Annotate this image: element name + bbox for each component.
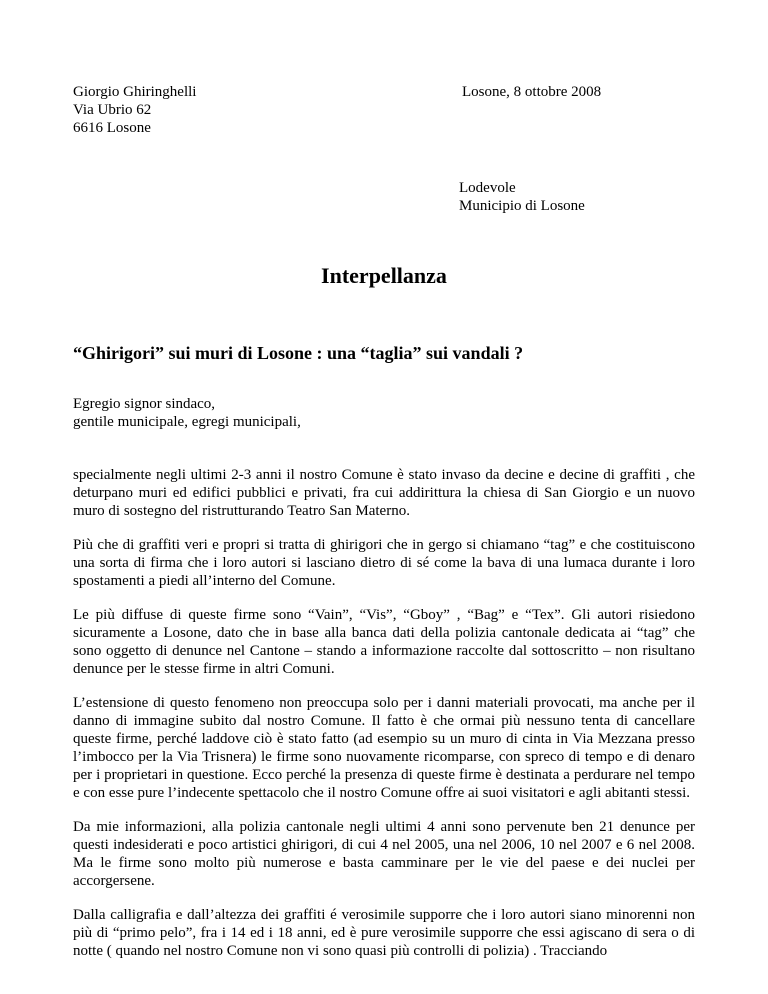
- body-paragraph: Le più diffuse di queste firme sono “Vain”, “Vis”, “Gboy” , “Bag” e “Tex”. Gli autori risiedono sicuramente a Losone, dato che in base alla banca dati della polizia cantonale dedicata ai “tag” che sono oggetto di denunce nel Cantone – stando a informazione raccolte dal sottoscritto – non risultano denunce per le stesse firme in altri Comuni.: [73, 607, 695, 677]
- recipient-line-2: Municipio di Losone: [459, 198, 585, 214]
- body-paragraph: L’estensione di questo fenomeno non preoccupa solo per i danni materiali provocati, ma anche per il danno di immagine subito dal nostro Comune. Il fatto è che ormai più nessuno tenta di cancellare queste firme, perché laddove ciò è stato fatto (ad esempio su un muro di cinta in Via Mezzana presso l’imbocco per la Via Trisnera) le firme sono nuovamente ricomparse, con spreco di tempo e di denaro per i proprietari in questione. Ecco perché la presenza di queste firme è destinata a perdurare nel tempo e con esse pure l’indecente spettacolo che il nostro Comune offre ai suoi visitatori e agli abitanti stessi.: [73, 695, 695, 801]
- salutation-line-1: Egregio signor sindaco,: [73, 396, 216, 412]
- salutation: [73, 395, 301, 431]
- body-paragraph: specialmente negli ultimi 2-3 anni il nostro Comune è stato invaso da decine e decine di graffiti , che deturpano muri ed edifici pubblici e privati, fra cui addirittura la chiesa di San Giorgio e un nuovo muro di sostegno del ristrutturando Teatro San Materno.: [73, 467, 695, 519]
- body-paragraph: Da mie informazioni, alla polizia cantonale negli ultimi 4 anni sono pervenute ben 21 denunce per questi indesiderati e poco artistici ghirigori, di cui 4 nel 2005, una nel 2006, 10 nel 2007 e 6 nel 2008. Ma le firme sono molto più numerose e basta camminare per le vie del paese e dei nuclei per accorgersene.: [73, 819, 695, 889]
- sender-city: 6616 Losone: [73, 120, 151, 136]
- body-paragraph: Più che di graffiti veri e propri si tratta di ghirigori che in gergo si chiamano “tag” e che costituiscono una sorta di firma che i loro autori si lasciano dietro di sé come la bava di una lumaca durante i loro spostamenti a piedi all’interno del Comune.: [73, 537, 695, 589]
- recipient-address: [459, 179, 585, 215]
- subject-heading: “Ghirigori” sui muri di Losone : una “taglia” sui vandali ?: [73, 343, 524, 363]
- body-paragraph: Dalla calligrafia e dall’altezza dei graffiti é verosimile supporre che i loro autori siano minorenni non più di “primo pelo”, fra i 14 ed i 18 anni, ed è pure verosimile supporre che essi agiscano di sera o di notte ( quando nel nostro Comune non vi sono quasi più controlli di polizia) . Tracciando: [73, 907, 695, 959]
- recipient-line-1: Lodevole: [459, 180, 516, 196]
- letter-date: Losone, 8 ottobre 2008: [462, 84, 602, 100]
- sender-address: [73, 83, 196, 137]
- document-title: Interpellanza: [321, 263, 447, 288]
- sender-street: Via Ubrio 62: [73, 102, 152, 118]
- salutation-line-2: gentile municipale, egregi municipali,: [73, 414, 301, 430]
- sender-name: Giorgio Ghiringhelli: [73, 84, 197, 100]
- letter-body: [73, 466, 695, 976]
